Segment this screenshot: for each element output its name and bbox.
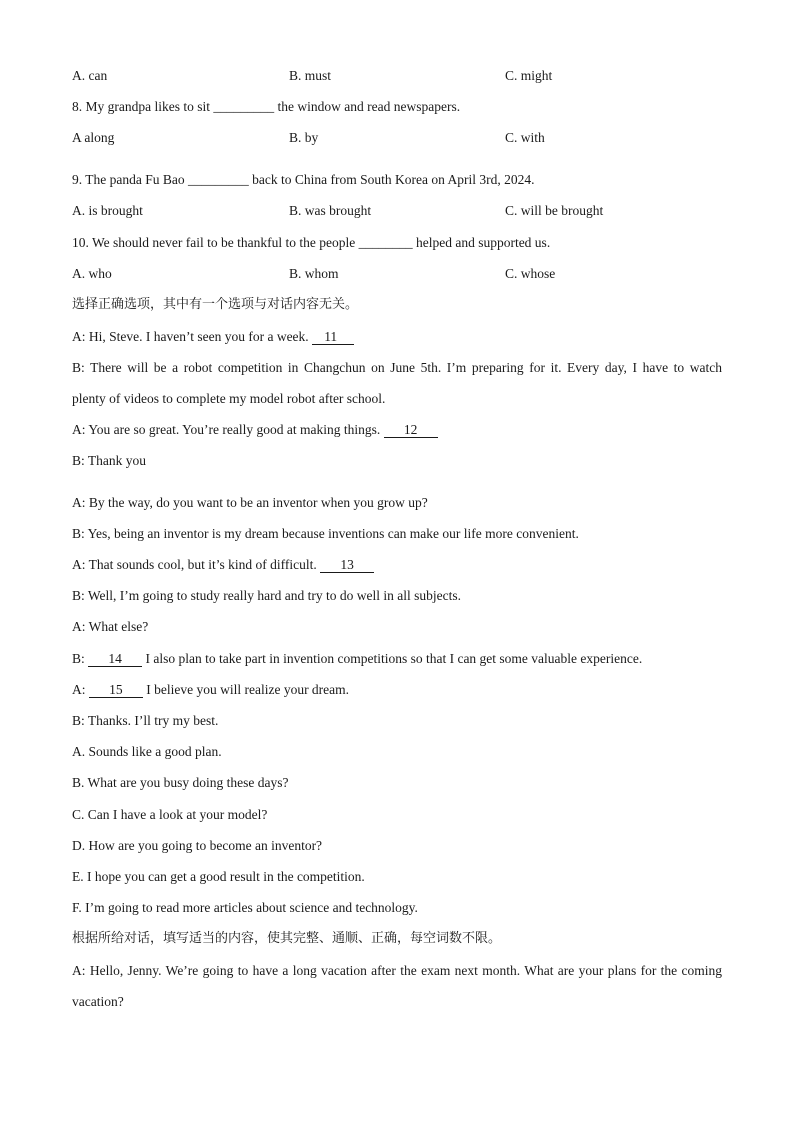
q9-option-b: B. was brought bbox=[289, 203, 372, 218]
dialogue-line-3: plenty of videos to complete my model robot after school. bbox=[72, 391, 386, 406]
choice-a: A. Sounds like a good plan. bbox=[72, 744, 222, 759]
dialogue-line-11-prefix: B: bbox=[72, 651, 85, 666]
choice-b: B. What are you busy doing these days? bbox=[72, 775, 289, 790]
blank-13 bbox=[320, 558, 374, 573]
q9-blank: _________ bbox=[187, 172, 249, 187]
q9-option-c: C. will be brought bbox=[505, 203, 604, 218]
dialogue-line-9: B: Well, I’m going to study really hard and try to do well in all subjects. bbox=[72, 588, 461, 603]
dialogue-line-11-text: I also plan to take part in invention competitions so that I can get some valuable experience. bbox=[145, 651, 643, 666]
section2-instruction: 选择正确选项，其中有一个选项与对话内容无关。 bbox=[72, 297, 359, 312]
q10-option-c: C. whose bbox=[505, 266, 556, 281]
q9-text-before: 9. The panda Fu Bao bbox=[72, 172, 185, 187]
dialogue-line-8-text: A: That sounds cool, but it’s kind of difficult. bbox=[72, 557, 317, 572]
q7-option-c: C. might bbox=[505, 68, 553, 83]
dialogue-line-4 bbox=[72, 421, 438, 439]
q8-blank: _________ bbox=[213, 99, 275, 114]
q10-option-a: A. who bbox=[72, 266, 112, 281]
choice-f: F. I’m going to read more articles about science and technology. bbox=[72, 900, 418, 915]
q8-option-a: A along bbox=[72, 130, 115, 145]
q8-text-before: 8. My grandpa likes to sit bbox=[72, 99, 210, 114]
dialogue-line-1 bbox=[72, 328, 354, 346]
blank-11-number: 11 bbox=[324, 329, 338, 344]
dialogue-line-12 bbox=[72, 681, 349, 699]
dialogue-line-7: B: Yes, being an inventor is my dream because inventions can make our life more convenient. bbox=[72, 526, 579, 541]
q9-text-after: back to China from South Korea on April 3rd, 2024. bbox=[252, 172, 535, 187]
q9-option-a: A. is brought bbox=[72, 203, 143, 218]
blank-14 bbox=[88, 652, 142, 667]
blank-15 bbox=[89, 683, 143, 698]
q8-text-after: the window and read newspapers. bbox=[277, 99, 461, 114]
choice-e: E. I hope you can get a good result in the competition. bbox=[72, 869, 365, 884]
q10-text-before: 10. We should never fail to be thankful to the people bbox=[72, 235, 356, 250]
dialogue-line-5: B: Thank you bbox=[72, 453, 146, 468]
blank-12 bbox=[384, 423, 438, 438]
q9-stem bbox=[72, 171, 534, 189]
dialogue-line-11 bbox=[72, 650, 642, 668]
blank-11 bbox=[312, 330, 354, 345]
blank-15-number: 15 bbox=[109, 682, 123, 697]
q8-stem bbox=[72, 98, 460, 116]
choice-c: C. Can I have a look at your model? bbox=[72, 807, 268, 822]
q10-option-b: B. whom bbox=[289, 266, 339, 281]
section3-line-1: A: Hello, Jenny. We’re going to have a long vacation after the exam next month. What are your plans for the coming bbox=[72, 963, 722, 978]
dialogue-line-6: A: By the way, do you want to be an inventor when you grow up? bbox=[72, 495, 428, 510]
q7-option-a: A. can bbox=[72, 68, 108, 83]
dialogue-line-13: B: Thanks. I’ll try my best. bbox=[72, 713, 219, 728]
dialogue-line-8 bbox=[72, 556, 374, 574]
q10-blank: ________ bbox=[358, 235, 413, 250]
section3-instruction: 根据所给对话，填写适当的内容，使其完整、通顺、正确，每空词数不限。 bbox=[72, 931, 502, 946]
blank-12-number: 12 bbox=[403, 422, 418, 437]
q8-option-c: C. with bbox=[505, 130, 545, 145]
dialogue-line-12-text: I believe you will realize your dream. bbox=[146, 682, 350, 697]
blank-13-number: 13 bbox=[340, 557, 354, 572]
dialogue-line-12-prefix: A: bbox=[72, 682, 86, 697]
section3-line-2: vacation? bbox=[72, 994, 124, 1009]
blank-14-number: 14 bbox=[108, 651, 122, 666]
q10-text-after: helped and supported us. bbox=[415, 235, 551, 250]
dialogue-line-1-text: A: Hi, Steve. I haven’t seen you for a week. bbox=[72, 329, 309, 344]
choice-d: D. How are you going to become an inventor? bbox=[72, 838, 323, 853]
dialogue-line-2: B: There will be a robot competition in Changchun on June 5th. I’m preparing for it. Every day, I have to watch bbox=[72, 360, 722, 375]
dialogue-line-4-text: A: You are so great. You’re really good at making things. bbox=[72, 422, 381, 437]
q8-option-b: B. by bbox=[289, 130, 319, 145]
q7-option-b: B. must bbox=[289, 68, 332, 83]
q10-stem bbox=[72, 234, 550, 252]
dialogue-line-10: A: What else? bbox=[72, 619, 149, 634]
